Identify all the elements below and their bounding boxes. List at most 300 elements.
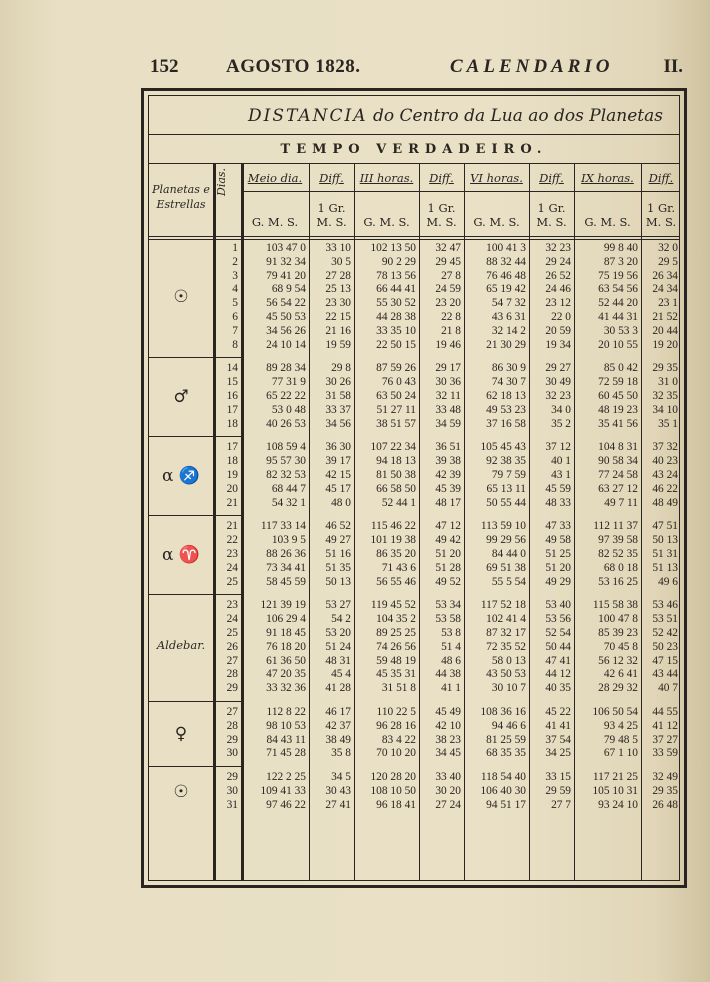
diff-value: 44 55 bbox=[652, 706, 678, 718]
diff-value: 43 44 bbox=[652, 668, 678, 681]
distance-value: 81 25 59 bbox=[486, 733, 526, 746]
distance-value: 79 7 59 bbox=[491, 469, 526, 481]
diff-value: 48 0 bbox=[331, 496, 351, 509]
day-number: 21 bbox=[226, 496, 238, 509]
distance-value: 79 48 5 bbox=[603, 733, 638, 746]
diff-value: 29 35 bbox=[652, 362, 678, 375]
diff-value: 49 58 bbox=[545, 534, 571, 547]
diff-value: 50 23 bbox=[652, 640, 678, 653]
distance-value: 55 30 52 bbox=[376, 297, 416, 310]
distance-value: 66 44 41 bbox=[376, 283, 416, 296]
diff-value: 33 59 bbox=[652, 747, 678, 760]
distance-value: 49 53 23 bbox=[486, 403, 526, 416]
distance-value: 83 4 22 bbox=[381, 733, 416, 746]
diff-value: 45 39 bbox=[435, 482, 461, 495]
distance-value: 56 54 22 bbox=[266, 297, 306, 310]
diff-value: 53 56 bbox=[545, 613, 571, 626]
diff-value: 48 49 bbox=[652, 496, 678, 509]
distance-value: 68 9 54 bbox=[271, 283, 306, 296]
distance-value: 77 31 9 bbox=[271, 376, 306, 389]
distance-value: 108 36 16 bbox=[480, 706, 526, 718]
diff-value: 23 12 bbox=[545, 297, 571, 310]
distance-value: 118 54 40 bbox=[480, 771, 526, 784]
diff-value: 47 12 bbox=[435, 520, 461, 533]
diff-value: 45 4 bbox=[331, 668, 351, 681]
diff-value: 42 39 bbox=[435, 469, 461, 481]
distance-value: 85 0 42 bbox=[603, 362, 638, 375]
distance-value: 115 46 22 bbox=[370, 520, 416, 533]
group-rule bbox=[149, 357, 241, 358]
distance-value: 106 40 30 bbox=[480, 785, 526, 797]
day-number: 27 bbox=[226, 706, 238, 718]
diff-header: Diff. bbox=[539, 171, 564, 185]
distance-value: 45 50 53 bbox=[266, 311, 306, 323]
diff-value: 26 34 bbox=[652, 269, 678, 282]
distance-value: 93 4 25 bbox=[603, 719, 638, 732]
diff-value: 50 13 bbox=[652, 534, 678, 547]
distance-value: 90 2 29 bbox=[381, 255, 416, 268]
distance-value: 51 27 11 bbox=[376, 403, 416, 416]
distance-value: 122 2 25 bbox=[266, 771, 306, 784]
day-number: 23 bbox=[226, 599, 238, 612]
day-number: 1 bbox=[232, 242, 238, 254]
distance-value: 78 13 56 bbox=[376, 269, 416, 282]
diff-value: 22 8 bbox=[441, 311, 461, 323]
diff-subheader: 1 Gr. bbox=[646, 201, 676, 215]
diff-value: 30 26 bbox=[325, 376, 351, 389]
distance-value: 108 59 4 bbox=[266, 441, 306, 454]
diff-value: 49 29 bbox=[545, 575, 571, 588]
diff-value: 51 4 bbox=[441, 640, 461, 653]
aldebaran-icon: Aldebar. bbox=[156, 637, 206, 652]
diff-value: 34 10 bbox=[652, 403, 678, 416]
distance-value: 70 10 20 bbox=[376, 747, 416, 760]
distance-value: 88 26 36 bbox=[266, 548, 306, 560]
diff-value: 46 52 bbox=[325, 520, 351, 533]
day-number: 27 bbox=[226, 654, 238, 667]
diff-value: 32 49 bbox=[652, 771, 678, 784]
diff-value: 27 8 bbox=[441, 269, 461, 282]
distance-value: 68 35 35 bbox=[486, 747, 526, 760]
distance-value: 50 55 44 bbox=[486, 496, 526, 509]
day-number: 17 bbox=[226, 403, 238, 416]
diff-value: 27 24 bbox=[435, 798, 461, 811]
diff-value: 47 41 bbox=[545, 654, 571, 667]
diff-value: 37 54 bbox=[545, 733, 571, 746]
group-rule bbox=[149, 436, 241, 437]
diff-value: 41 12 bbox=[652, 719, 678, 732]
distance-value: 32 14 2 bbox=[491, 324, 526, 337]
day-number: 21 bbox=[226, 520, 238, 533]
day-number: 29 bbox=[226, 733, 238, 746]
diff-value: 51 25 bbox=[545, 548, 571, 560]
day-number: 25 bbox=[226, 575, 238, 588]
distance-value: 59 48 19 bbox=[376, 654, 416, 667]
distance-value: 110 22 5 bbox=[376, 706, 416, 718]
time-header: IX horas. bbox=[581, 171, 634, 185]
distance-value: 92 38 35 bbox=[486, 455, 526, 468]
distance-value: 82 32 53 bbox=[266, 469, 306, 481]
diff-value: 40 35 bbox=[545, 682, 571, 695]
diff-value: 34 0 bbox=[551, 403, 571, 416]
distance-value: 99 8 40 bbox=[603, 242, 638, 254]
distance-value: 117 33 14 bbox=[260, 520, 306, 533]
distance-value: 87 3 20 bbox=[603, 255, 638, 268]
diff-subheader: 1 Gr. bbox=[317, 201, 346, 215]
distance-value: 86 35 20 bbox=[376, 548, 416, 560]
distance-value: 96 28 16 bbox=[376, 719, 416, 732]
distance-value: 53 0 48 bbox=[271, 403, 306, 416]
page-number: 152 bbox=[150, 56, 179, 77]
diff-value: 34 25 bbox=[545, 747, 571, 760]
diff-value: 21 16 bbox=[325, 324, 351, 337]
diff-value: 23 20 bbox=[435, 297, 461, 310]
day-number: 4 bbox=[232, 283, 238, 296]
distance-value: 24 10 14 bbox=[266, 338, 306, 351]
distance-value: 73 34 41 bbox=[266, 561, 306, 574]
diff-value: 38 23 bbox=[435, 733, 461, 746]
diff-value: 43 24 bbox=[652, 469, 678, 481]
distance-value: 112 11 37 bbox=[593, 520, 638, 533]
distance-value: 102 13 50 bbox=[370, 242, 416, 254]
distance-value: 40 26 53 bbox=[266, 417, 306, 430]
diff-value: 51 35 bbox=[325, 561, 351, 574]
diff-header: Diff. bbox=[319, 171, 344, 185]
diff-value: 20 44 bbox=[652, 324, 678, 337]
distance-value: 100 41 3 bbox=[486, 242, 526, 254]
distance-value: 58 0 13 bbox=[491, 654, 526, 667]
distance-value: 85 39 23 bbox=[598, 627, 638, 639]
running-header bbox=[150, 56, 685, 80]
diff-value: 34 56 bbox=[325, 417, 351, 430]
group-rule bbox=[149, 701, 241, 702]
distance-value: 63 27 12 bbox=[598, 482, 638, 495]
distance-value: 79 41 20 bbox=[266, 269, 306, 282]
distance-value: 65 22 22 bbox=[266, 390, 306, 402]
diff-value: 49 27 bbox=[325, 534, 351, 547]
diff-value: 32 47 bbox=[435, 242, 461, 254]
ms-header: M. S. bbox=[645, 215, 677, 229]
diff-value: 51 13 bbox=[652, 561, 678, 574]
lunar-distance-table bbox=[141, 88, 687, 888]
distance-value: 71 43 6 bbox=[381, 561, 416, 574]
distance-value: 43 6 31 bbox=[491, 311, 526, 323]
distance-value: 52 44 1 bbox=[381, 496, 416, 509]
distance-value: 31 51 8 bbox=[381, 682, 416, 695]
distance-value: 43 50 53 bbox=[486, 668, 526, 681]
day-number: 8 bbox=[232, 338, 238, 351]
distance-value: 84 44 0 bbox=[491, 548, 526, 560]
diff-value: 41 28 bbox=[325, 682, 351, 695]
day-number: 3 bbox=[232, 269, 238, 282]
distance-value: 94 46 6 bbox=[491, 719, 526, 732]
group-rule bbox=[149, 594, 241, 595]
day-number: 17 bbox=[226, 441, 238, 454]
diff-value: 23 30 bbox=[325, 297, 351, 310]
day-number: 18 bbox=[226, 455, 238, 468]
diff-value: 53 40 bbox=[545, 599, 571, 612]
diff-value: 36 30 bbox=[325, 441, 351, 454]
diff-value: 49 6 bbox=[658, 575, 678, 588]
month-heading: AGOSTO 1828. bbox=[226, 56, 361, 77]
diff-value: 29 8 bbox=[331, 362, 351, 375]
diff-header: Diff. bbox=[429, 171, 454, 185]
day-number: 20 bbox=[226, 482, 238, 495]
table-subtitle: TEMPO VERDADEIRO. bbox=[280, 142, 548, 157]
diff-value: 35 2 bbox=[551, 417, 571, 430]
distance-value: 67 1 10 bbox=[603, 747, 638, 760]
diff-value: 29 24 bbox=[545, 255, 571, 268]
diff-value: 30 36 bbox=[435, 376, 461, 389]
diff-value: 20 59 bbox=[545, 324, 571, 337]
diff-value: 33 10 bbox=[325, 242, 351, 254]
day-number: 30 bbox=[226, 785, 238, 797]
ms-header: M. S. bbox=[316, 215, 347, 229]
venus-icon: ♀ bbox=[174, 723, 188, 744]
diff-value: 53 8 bbox=[441, 627, 461, 639]
distance-value: 44 28 38 bbox=[376, 311, 416, 323]
diff-value: 37 32 bbox=[652, 441, 678, 454]
diff-value: 19 59 bbox=[325, 338, 351, 351]
distance-value: 55 5 54 bbox=[491, 575, 526, 588]
diff-value: 32 23 bbox=[545, 242, 571, 254]
distance-value: 107 22 34 bbox=[370, 441, 416, 454]
distance-value: 90 58 34 bbox=[598, 455, 638, 468]
distance-value: 38 51 57 bbox=[376, 417, 416, 430]
distance-value: 35 41 56 bbox=[598, 417, 638, 430]
diff-value: 48 31 bbox=[325, 654, 351, 667]
diff-subheader: 1 Gr. bbox=[427, 201, 456, 215]
distance-value: 93 24 10 bbox=[598, 798, 638, 811]
day-number: 28 bbox=[226, 668, 238, 681]
diff-value: 30 49 bbox=[545, 376, 571, 389]
diff-value: 52 42 bbox=[652, 627, 678, 639]
gms-header: G. M. S. bbox=[363, 215, 410, 229]
diff-value: 30 20 bbox=[435, 785, 461, 797]
diff-value: 45 17 bbox=[325, 482, 351, 495]
distance-value: 103 47 0 bbox=[266, 242, 306, 254]
distance-value: 100 47 8 bbox=[598, 613, 638, 626]
diff-value: 51 20 bbox=[545, 561, 571, 574]
diff-value: 53 46 bbox=[652, 599, 678, 612]
diff-value: 41 41 bbox=[545, 719, 571, 732]
alpha-sagittarii-icon: α ♐ bbox=[161, 465, 201, 486]
diff-value: 25 13 bbox=[325, 283, 351, 296]
diff-value: 30 43 bbox=[325, 785, 351, 797]
diff-value: 27 41 bbox=[325, 798, 351, 811]
diff-value: 46 22 bbox=[652, 482, 678, 495]
header-rule bbox=[241, 191, 679, 192]
distance-value: 76 0 43 bbox=[381, 376, 416, 389]
distance-value: 87 59 26 bbox=[376, 362, 416, 375]
diff-value: 53 51 bbox=[652, 613, 678, 626]
distance-value: 52 44 20 bbox=[598, 297, 638, 310]
distance-value: 68 44 7 bbox=[271, 482, 306, 495]
distance-value: 94 51 17 bbox=[486, 798, 526, 811]
day-number: 5 bbox=[232, 297, 238, 310]
diff-value: 22 15 bbox=[325, 311, 351, 323]
distance-value: 21 30 29 bbox=[486, 338, 526, 351]
diff-value: 37 12 bbox=[545, 441, 571, 454]
distance-value: 103 9 5 bbox=[271, 534, 306, 547]
diff-value: 32 23 bbox=[545, 390, 571, 402]
distance-value: 71 45 28 bbox=[266, 747, 306, 760]
diff-value: 36 51 bbox=[435, 441, 461, 454]
planets-column-label: Planetas e Estrellas bbox=[152, 183, 210, 211]
alpha-arietis-icon: α ♈ bbox=[161, 544, 201, 565]
day-number: 16 bbox=[226, 390, 238, 402]
distance-value: 105 45 43 bbox=[480, 441, 526, 454]
diff-value: 48 33 bbox=[545, 496, 571, 509]
distance-value: 109 41 33 bbox=[260, 785, 306, 797]
mars-icon: ♂ bbox=[173, 386, 189, 407]
day-number: 25 bbox=[226, 627, 238, 639]
diff-value: 29 5 bbox=[658, 255, 678, 268]
diff-value: 37 27 bbox=[652, 733, 678, 746]
ms-header: M. S. bbox=[426, 215, 457, 229]
diff-value: 45 59 bbox=[545, 482, 571, 495]
gms-header: G. M. S. bbox=[473, 215, 520, 229]
distance-value: 62 18 13 bbox=[486, 390, 526, 402]
subtitle-rule bbox=[149, 163, 679, 164]
diff-value: 29 59 bbox=[545, 785, 571, 797]
diff-value: 26 52 bbox=[545, 269, 571, 282]
diff-value: 34 45 bbox=[435, 747, 461, 760]
distance-value: 30 53 3 bbox=[603, 324, 638, 337]
distance-value: 42 6 41 bbox=[603, 668, 638, 681]
diff-value: 29 45 bbox=[435, 255, 461, 268]
diff-value: 51 24 bbox=[325, 640, 351, 653]
diff-value: 41 1 bbox=[441, 682, 461, 695]
distance-value: 63 50 24 bbox=[376, 390, 416, 402]
diff-value: 43 1 bbox=[551, 469, 571, 481]
distance-value: 101 19 38 bbox=[370, 534, 416, 547]
distance-value: 66 58 50 bbox=[376, 482, 416, 495]
distance-value: 47 20 35 bbox=[266, 668, 306, 681]
diff-value: 49 42 bbox=[435, 534, 461, 547]
diff-value: 27 28 bbox=[325, 269, 351, 282]
distance-value: 105 10 31 bbox=[592, 785, 638, 797]
day-number: 2 bbox=[232, 255, 238, 268]
diff-value: 51 20 bbox=[435, 548, 461, 560]
diff-value: 31 0 bbox=[658, 376, 678, 389]
section-number: II. bbox=[663, 56, 683, 77]
sun-icon: ☉ bbox=[173, 781, 189, 802]
distance-value: 60 45 50 bbox=[598, 390, 638, 402]
diff-value: 19 46 bbox=[435, 338, 461, 351]
distance-value: 65 19 42 bbox=[486, 283, 526, 296]
diff-value: 29 17 bbox=[435, 362, 461, 375]
diff-value: 35 8 bbox=[331, 747, 351, 760]
distance-value: 120 28 20 bbox=[370, 771, 416, 784]
distance-value: 86 30 9 bbox=[491, 362, 526, 375]
distance-value: 99 29 56 bbox=[486, 534, 526, 547]
distance-value: 102 41 4 bbox=[486, 613, 526, 626]
distance-value: 95 57 30 bbox=[266, 455, 306, 468]
distance-value: 28 29 32 bbox=[598, 682, 638, 695]
table-title bbox=[149, 106, 679, 126]
diff-value: 24 34 bbox=[652, 283, 678, 296]
day-number: 19 bbox=[226, 469, 238, 481]
diff-value: 49 52 bbox=[435, 575, 461, 588]
time-header: VI horas. bbox=[470, 171, 523, 185]
diff-value: 42 37 bbox=[325, 719, 351, 732]
distance-value: 119 45 52 bbox=[370, 599, 416, 612]
diff-value: 34 5 bbox=[331, 771, 351, 784]
distance-value: 112 8 22 bbox=[266, 706, 306, 718]
distance-value: 69 51 38 bbox=[486, 561, 526, 574]
distance-value: 84 43 11 bbox=[266, 733, 306, 746]
day-number: 30 bbox=[226, 747, 238, 760]
header-double-rule bbox=[149, 236, 679, 240]
distance-value: 104 8 31 bbox=[598, 441, 638, 454]
distance-value: 45 35 31 bbox=[376, 668, 416, 681]
distance-value: 70 45 8 bbox=[603, 640, 638, 653]
day-number: 29 bbox=[226, 682, 238, 695]
distance-value: 97 39 58 bbox=[598, 534, 638, 547]
diff-value: 32 0 bbox=[658, 242, 678, 254]
distance-value: 72 59 18 bbox=[598, 376, 638, 389]
time-header: Meio dia. bbox=[247, 171, 303, 185]
distance-value: 41 44 31 bbox=[598, 311, 638, 323]
distance-value: 58 45 59 bbox=[266, 575, 306, 588]
diff-value: 19 20 bbox=[652, 338, 678, 351]
diff-value: 32 35 bbox=[652, 390, 678, 402]
diff-value: 40 1 bbox=[551, 455, 571, 468]
diff-value: 51 31 bbox=[652, 548, 678, 560]
distance-value: 33 35 10 bbox=[376, 324, 416, 337]
distance-value: 75 19 56 bbox=[598, 269, 638, 282]
diff-value: 31 58 bbox=[325, 390, 351, 402]
diff-value: 46 17 bbox=[325, 706, 351, 718]
diff-value: 34 59 bbox=[435, 417, 461, 430]
diff-value: 45 22 bbox=[545, 706, 571, 718]
table-inner bbox=[148, 95, 680, 881]
day-number: 14 bbox=[226, 362, 238, 375]
table-title-rest: do Centro da Lua ao dos Planetas bbox=[372, 106, 663, 126]
distance-value: 98 10 53 bbox=[266, 719, 306, 732]
diff-value: 53 34 bbox=[435, 599, 461, 612]
diff-value: 24 59 bbox=[435, 283, 461, 296]
distance-value: 54 7 32 bbox=[491, 297, 526, 310]
diff-value: 33 40 bbox=[435, 771, 461, 784]
distance-value: 33 32 36 bbox=[266, 682, 306, 695]
distance-value: 94 18 13 bbox=[376, 455, 416, 468]
diff-value: 42 10 bbox=[435, 719, 461, 732]
diff-value: 53 20 bbox=[325, 627, 351, 639]
distance-value: 49 7 11 bbox=[604, 496, 638, 509]
diff-value: 47 15 bbox=[652, 654, 678, 667]
day-number: 18 bbox=[226, 417, 238, 430]
diff-value: 33 15 bbox=[545, 771, 571, 784]
distance-value: 76 18 20 bbox=[266, 640, 306, 653]
distance-value: 115 58 38 bbox=[592, 599, 638, 612]
title-rule bbox=[149, 134, 679, 135]
distance-value: 65 13 11 bbox=[486, 482, 526, 495]
diff-value: 40 7 bbox=[658, 682, 678, 695]
days-column-label: Dias. bbox=[215, 167, 228, 196]
distance-value: 87 32 17 bbox=[486, 627, 526, 639]
diff-value: 22 0 bbox=[551, 311, 571, 323]
distance-value: 91 32 34 bbox=[266, 255, 306, 268]
distance-value: 53 16 25 bbox=[598, 575, 638, 588]
distance-value: 63 54 56 bbox=[598, 283, 638, 296]
group-rule bbox=[149, 766, 241, 767]
ms-header: M. S. bbox=[536, 215, 567, 229]
day-number: 28 bbox=[226, 719, 238, 732]
distance-value: 82 52 35 bbox=[598, 548, 638, 560]
diff-value: 33 37 bbox=[325, 403, 351, 416]
